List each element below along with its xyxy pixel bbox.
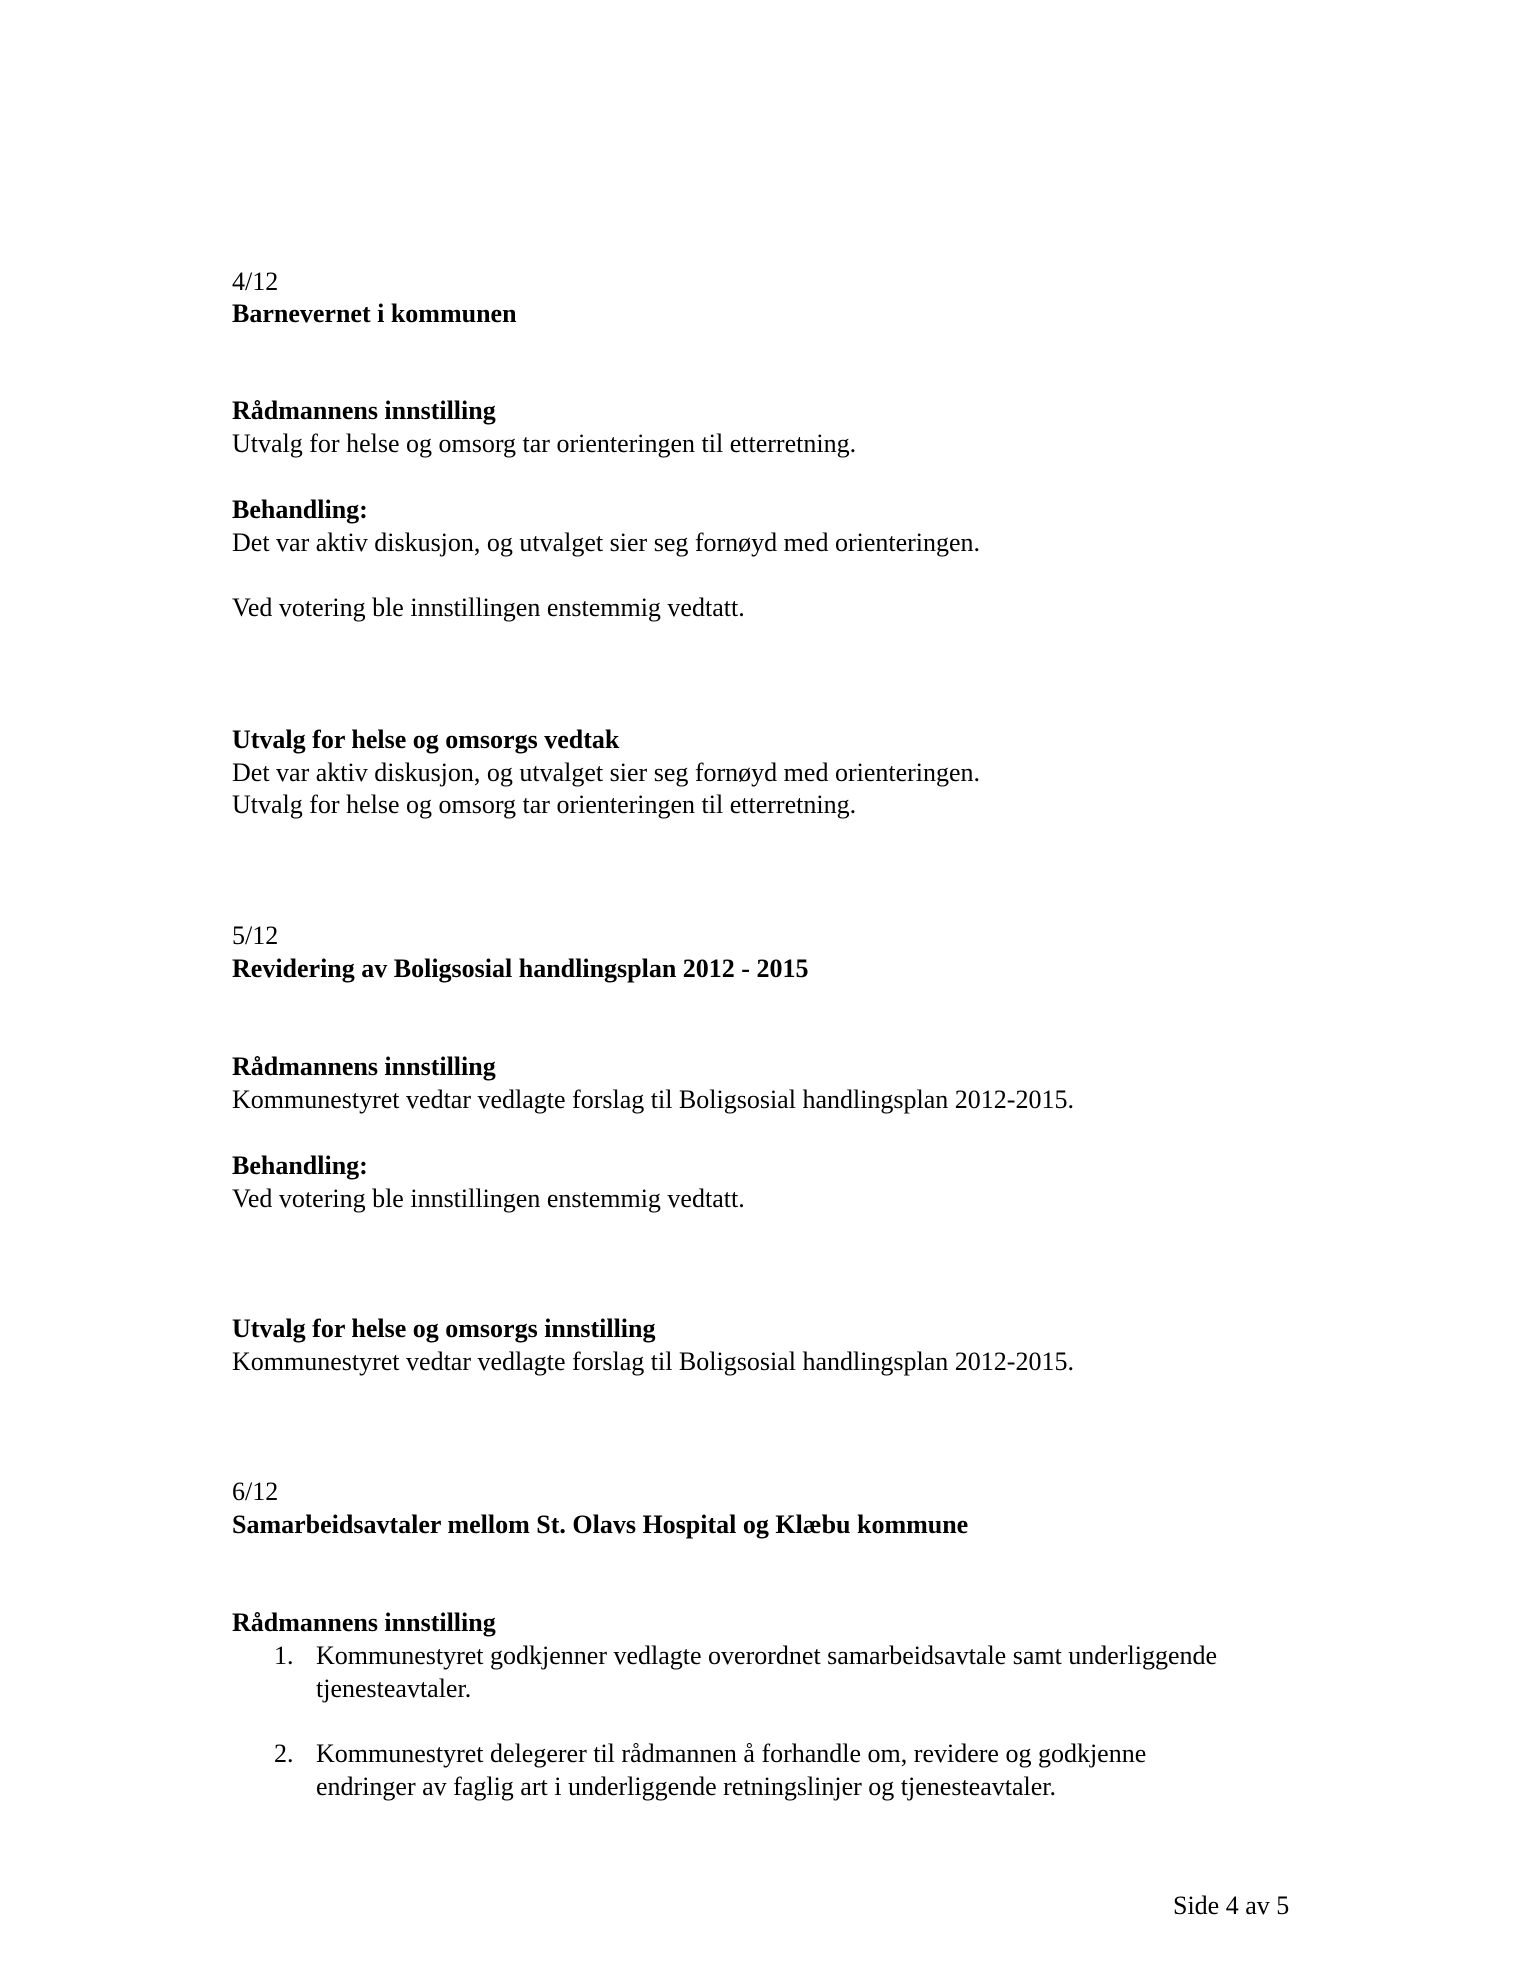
list-item-text: endringer av faglig art i underliggende retningslinjer og tjenesteavtaler. [316, 1772, 1057, 1801]
case-number: 6/12 [232, 1477, 279, 1506]
treatment-text: Det var aktiv diskusjon, og utvalget sier seg fornøyd med orienteringen. [232, 528, 981, 557]
case-number: 4/12 [232, 267, 279, 296]
case-number: 5/12 [232, 921, 279, 950]
treatment-heading: Behandling: [232, 495, 368, 524]
list-item-text: tjenesteavtaler. [316, 1674, 472, 1703]
recommendation-heading: Rådmannens innstilling [232, 1052, 496, 1081]
decision-heading: Utvalg for helse og omsorgs innstilling [232, 1314, 656, 1343]
decision-text: Utvalg for helse og omsorg tar orienteringen til etterretning. [232, 790, 857, 819]
case-title: Revidering av Boligsosial handlingsplan 2012 - 2015 [232, 954, 809, 983]
case-title: Samarbeidsavtaler mellom St. Olavs Hospital og Klæbu kommune [232, 1510, 969, 1539]
decision-text: Det var aktiv diskusjon, og utvalget sier seg fornøyd med orienteringen. [232, 758, 981, 787]
treatment-heading: Behandling: [232, 1151, 368, 1180]
list-item-text: Kommunestyret delegerer til rådmannen å forhandle om, revidere og godkjenne [316, 1739, 1147, 1768]
case-title: Barnevernet i kommunen [232, 299, 517, 328]
page-number: Side 4 av 5 [1173, 1891, 1290, 1920]
decision-text: Kommunestyret vedtar vedlagte forslag til Boligsosial handlingsplan 2012-2015. [232, 1347, 1074, 1376]
recommendation-heading: Rådmannens innstilling [232, 1608, 496, 1637]
recommendation-text: Utvalg for helse og omsorg tar orienteringen til etterretning. [232, 429, 857, 458]
recommendation-heading: Rådmannens innstilling [232, 396, 496, 425]
treatment-text: Ved votering ble innstillingen enstemmig vedtatt. [232, 593, 745, 622]
list-marker: 2. [274, 1739, 294, 1768]
list-marker: 1. [274, 1641, 294, 1670]
list-item-text: Kommunestyret godkjenner vedlagte overordnet samarbeidsavtale samt underliggende [316, 1641, 1218, 1670]
treatment-text: Ved votering ble innstillingen enstemmig vedtatt. [232, 1184, 745, 1213]
recommendation-text: Kommunestyret vedtar vedlagte forslag til Boligsosial handlingsplan 2012-2015. [232, 1085, 1074, 1114]
decision-heading: Utvalg for helse og omsorgs vedtak [232, 725, 620, 754]
